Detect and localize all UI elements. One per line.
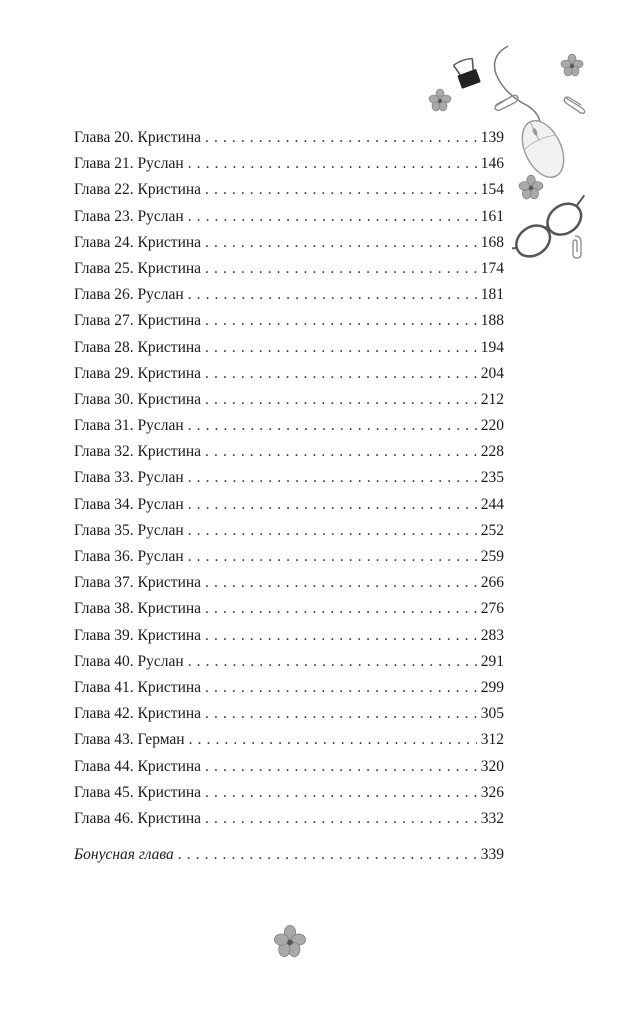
- toc-entry: [74, 282, 504, 308]
- dot-leader: [188, 518, 477, 544]
- toc-entry-label: Глава 27. Кристина: [74, 312, 202, 330]
- dot-leader: [188, 492, 477, 518]
- dot-leader: [188, 282, 477, 308]
- paperclip-icon: [492, 92, 520, 112]
- toc-entry-page: 228: [480, 443, 504, 461]
- toc-entry: [74, 256, 504, 282]
- toc-entry-label: Глава 40. Руслан: [74, 652, 184, 670]
- toc-entry-label: Глава 24. Кристина: [74, 233, 202, 251]
- toc-entry-label: Глава 39. Кристина: [74, 626, 202, 644]
- toc-entry-page: 276: [480, 600, 504, 618]
- toc-entry-label: Глава 28. Кристина: [74, 338, 202, 356]
- toc-entry-page: 181: [480, 286, 504, 304]
- dot-leader: [205, 439, 477, 465]
- toc-entry-label: Глава 42. Кристина: [74, 705, 202, 723]
- toc-entry: [74, 596, 504, 622]
- toc-entry-page: 139: [480, 129, 504, 146]
- toc-entry-label: Глава 44. Кристина: [74, 757, 202, 775]
- toc-entry-page: 283: [480, 626, 504, 644]
- toc-entry: [74, 518, 504, 544]
- toc-entry-page: 291: [480, 652, 504, 670]
- toc-entry: [74, 754, 504, 780]
- toc-entry-label: Глава 29. Кристина: [74, 364, 202, 382]
- toc-entry-page: 161: [480, 207, 504, 225]
- toc-entry-page: 168: [480, 233, 504, 251]
- toc-entry: [74, 125, 504, 151]
- toc-entry-page: 244: [480, 495, 504, 513]
- toc-entry-page: 194: [480, 338, 504, 356]
- toc-entry: [74, 308, 504, 334]
- dot-leader: [189, 727, 477, 753]
- toc-entry-page: 188: [480, 312, 504, 330]
- dot-leader: [205, 806, 477, 832]
- toc-entry-label: Глава 35. Руслан: [74, 521, 184, 539]
- toc-entry: [74, 230, 504, 256]
- flower-icon: [273, 924, 307, 958]
- toc-entry-page: 266: [480, 574, 504, 592]
- toc-entry-label: Глава 46. Кристина: [74, 809, 202, 827]
- toc-entry: [74, 335, 504, 361]
- flower-icon: [518, 174, 544, 200]
- toc-entry-label: Глава 43. Герман: [74, 731, 185, 749]
- dot-leader: [178, 842, 477, 868]
- toc-entry-page: 220: [480, 417, 504, 435]
- glasses-icon: [512, 190, 592, 290]
- dot-leader: [205, 596, 477, 622]
- toc-entry-label: Глава 21. Руслан: [74, 155, 184, 173]
- toc-entry-label: Глава 33. Руслан: [74, 469, 184, 487]
- toc-entry-page: 204: [480, 364, 504, 382]
- toc-entry: [74, 387, 504, 413]
- toc-entry: [74, 465, 504, 491]
- paperclip-icon: [562, 94, 588, 114]
- dot-leader: [188, 649, 477, 675]
- toc-entry-page: 339: [480, 846, 504, 863]
- toc-entry-label: Глава 37. Кристина: [74, 574, 202, 592]
- dot-leader: [205, 256, 477, 282]
- toc-entry-page: 154: [480, 181, 504, 199]
- toc-entry-label: Глава 25. Кристина: [74, 259, 202, 277]
- toc-entry-label: Глава 36. Руслан: [74, 548, 184, 565]
- toc-entry-label: Глава 32. Кристина: [74, 443, 202, 461]
- toc-entry: [74, 675, 504, 701]
- dot-leader: [205, 387, 477, 413]
- dot-leader: [188, 465, 477, 491]
- dot-leader: [188, 413, 477, 439]
- dot-leader: [205, 308, 477, 334]
- flower-icon: [428, 88, 452, 112]
- binder-clip-icon: [448, 58, 488, 94]
- dot-leader: [205, 780, 477, 806]
- toc-entry-page: 305: [480, 705, 504, 723]
- toc-entry-page: 174: [480, 259, 504, 277]
- toc-entry-page: 259: [480, 548, 504, 565]
- toc-entry: [74, 177, 504, 203]
- toc-entry: [74, 806, 504, 832]
- toc-entry-page: 299: [480, 678, 504, 696]
- toc-entry-label: Глава 23. Руслан: [74, 207, 184, 225]
- dot-leader: [205, 177, 477, 203]
- toc-entry-page: 320: [480, 757, 504, 775]
- toc-entry-page: 235: [480, 469, 504, 487]
- toc-entry-page: 212: [480, 390, 504, 408]
- toc-entry-page: 252: [480, 521, 504, 539]
- toc-entry: [74, 780, 504, 806]
- dot-leader: [205, 623, 477, 649]
- toc-entry-label: Глава 30. Кристина: [74, 390, 202, 408]
- dot-leader: [205, 335, 477, 361]
- toc-entry: [74, 727, 504, 753]
- toc-entry: [74, 623, 504, 649]
- toc-entry: [74, 204, 504, 230]
- toc-entry: [74, 701, 504, 727]
- dot-leader: [205, 675, 477, 701]
- dot-leader: [205, 570, 477, 596]
- dot-leader: [205, 230, 477, 256]
- dot-leader: [205, 125, 477, 151]
- toc-entry-label: Бонусная глава: [74, 846, 174, 863]
- toc-entry-label: Глава 41. Кристина: [74, 678, 202, 696]
- toc-entry: [74, 439, 504, 465]
- toc-entry: [74, 544, 504, 570]
- toc-entry-page: 146: [480, 155, 504, 173]
- flower-icon: [560, 53, 584, 77]
- dot-leader: [188, 151, 477, 177]
- toc-entry-label: Глава 22. Кристина: [74, 181, 202, 199]
- toc-entry-label: Глава 34. Руслан: [74, 495, 184, 513]
- dot-leader: [205, 361, 477, 387]
- toc-bonus-entry: [74, 842, 504, 868]
- toc-entry-label: Глава 20. Кристина: [74, 129, 202, 146]
- dot-leader: [188, 204, 477, 230]
- toc-entry-page: 326: [480, 783, 504, 801]
- toc-entry: [74, 492, 504, 518]
- table-of-contents: [74, 125, 504, 832]
- toc-entry: [74, 570, 504, 596]
- toc-entry: [74, 361, 504, 387]
- dot-leader: [205, 754, 477, 780]
- dot-leader: [205, 701, 477, 727]
- toc-entry-page: 332: [480, 809, 504, 827]
- toc-entry: [74, 649, 504, 675]
- toc-entry-label: Глава 45. Кристина: [74, 783, 202, 801]
- toc-entry-label: Глава 38. Кристина: [74, 600, 202, 618]
- toc-entry-page: 312: [480, 731, 504, 749]
- toc-entry: [74, 413, 504, 439]
- toc-entry-label: Глава 26. Руслан: [74, 286, 184, 304]
- toc-entry-label: Глава 31. Руслан: [74, 417, 184, 435]
- dot-leader: [188, 544, 477, 570]
- toc-entry: [74, 151, 504, 177]
